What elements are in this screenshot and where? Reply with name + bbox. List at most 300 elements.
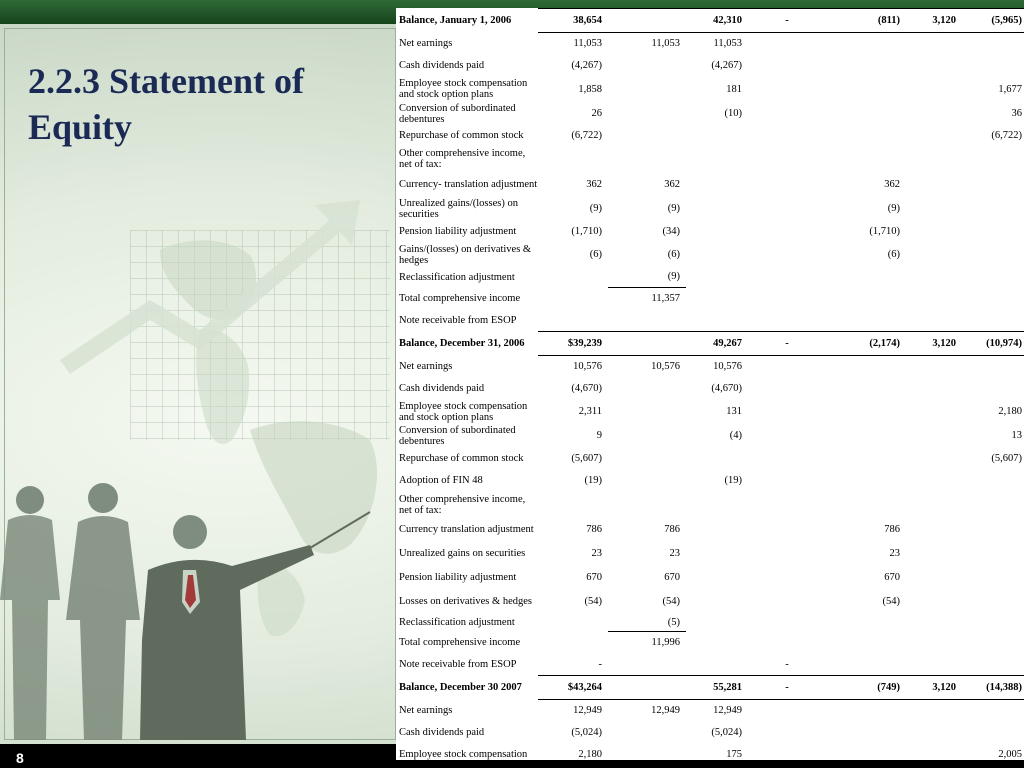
row-value-c5: 670 — [884, 572, 900, 583]
row-label: Repurchase of common stock — [399, 453, 524, 464]
row-value-c1: (19) — [584, 475, 602, 486]
row-value-c3 — [686, 492, 748, 518]
statement-row — [396, 542, 1024, 566]
row-value-c3: (4,267) — [711, 60, 742, 71]
row-value-c1: 670 — [586, 572, 602, 583]
row-value-c4 — [748, 288, 828, 310]
row-value-c2: 23 — [669, 548, 680, 559]
row-value-c7 — [962, 470, 1024, 492]
row-value-c2 — [608, 676, 686, 700]
row-value-c7 — [962, 542, 1024, 566]
row-value-c2 — [608, 448, 686, 470]
row-value-c2 — [608, 9, 686, 33]
row-value-c7 — [962, 518, 1024, 542]
row-value-c7 — [962, 632, 1024, 654]
row-value-c7 — [962, 243, 1024, 267]
row-value-c6 — [906, 310, 962, 332]
statement-row — [396, 55, 1024, 77]
statement-row — [396, 400, 1024, 424]
statement-row — [396, 197, 1024, 221]
row-value-c7 — [962, 267, 1024, 288]
row-value-c6 — [906, 55, 962, 77]
row-value-c7 — [962, 654, 1024, 676]
row-value-c1 — [538, 632, 608, 654]
row-value-c5 — [828, 744, 906, 766]
row-value-c4 — [748, 400, 828, 424]
row-value-c2: 12,949 — [651, 705, 680, 717]
row-value-c7 — [962, 378, 1024, 400]
row-value-c7: (10,974) — [962, 332, 1024, 356]
row-label: Unrealized gains on securities — [399, 548, 526, 559]
row-value-c2 — [608, 55, 686, 77]
row-value-c3 — [686, 310, 748, 332]
row-value-c4 — [748, 470, 828, 492]
row-value-c5 — [828, 448, 906, 470]
row-label: Other comprehensive income, net of tax: — [399, 493, 526, 516]
row-value-c7 — [962, 197, 1024, 221]
row-value-c4 — [748, 102, 828, 126]
row-value-c4: - — [748, 9, 828, 33]
row-value-c7 — [962, 55, 1024, 77]
row-value-c4: - — [748, 332, 828, 356]
row-value-c4 — [748, 356, 828, 378]
slide-number: 8 — [16, 750, 24, 766]
title-line-2: Equity — [28, 107, 133, 147]
row-value-c2 — [608, 492, 686, 518]
row-value-c7: 1,677 — [998, 83, 1022, 95]
row-value-c2 — [608, 400, 686, 424]
row-value-c6: 3,120 — [906, 9, 962, 33]
row-value-c1: 362 — [586, 179, 602, 190]
row-value-c4 — [748, 378, 828, 400]
row-value-c5 — [828, 378, 906, 400]
row-label: Pension liability adjustment — [399, 226, 517, 237]
row-value-c5 — [828, 356, 906, 378]
row-value-c1 — [538, 288, 608, 310]
statement-row — [396, 356, 1024, 378]
row-value-c5: (1,710) — [869, 226, 900, 237]
row-value-c2: (6) — [667, 249, 680, 260]
row-value-c7 — [962, 33, 1024, 55]
row-value-c1: 10,576 — [573, 361, 602, 373]
row-value-c6 — [906, 700, 962, 722]
row-value-c6 — [906, 542, 962, 566]
row-value-c2 — [608, 102, 686, 126]
world-map-shape — [250, 421, 377, 553]
row-value-c4 — [748, 33, 828, 55]
row-value-c7 — [962, 614, 1024, 632]
statement-row — [396, 173, 1024, 197]
row-label: Employee stock compensation — [399, 749, 528, 760]
row-value-c3 — [686, 243, 748, 267]
row-label: Total comprehensive income — [399, 637, 521, 648]
row-value-c1: 786 — [586, 524, 602, 535]
row-value-c2 — [608, 424, 686, 448]
row-value-c1: 26 — [591, 108, 602, 119]
row-value-c2: (54) — [662, 596, 680, 607]
row-value-c7 — [962, 492, 1024, 518]
row-value-c6 — [906, 744, 962, 766]
row-value-c5 — [828, 288, 906, 310]
row-value-c1: (4,267) — [571, 60, 602, 71]
row-value-c5 — [828, 470, 906, 492]
row-label: Cash dividends paid — [399, 383, 485, 394]
row-value-c3 — [686, 590, 748, 614]
row-value-c3 — [686, 614, 748, 632]
row-value-c3: 131 — [726, 406, 742, 417]
row-value-c1: (5,607) — [571, 453, 602, 464]
row-value-c7 — [962, 310, 1024, 332]
row-value-c7 — [962, 356, 1024, 378]
row-value-c2: (5) — [608, 614, 686, 632]
row-label: Pension liability adjustment — [399, 572, 517, 583]
row-value-c1: 1,858 — [578, 83, 602, 95]
title-line-1: 2.2.3 Statement of — [28, 61, 304, 101]
statement-row — [396, 288, 1024, 310]
row-value-c2: 362 — [664, 179, 680, 190]
row-label: Reclassification adjustment — [399, 271, 515, 283]
row-value-c5 — [828, 126, 906, 145]
equity-statement-panel — [396, 8, 1024, 760]
row-value-c1: (6,722) — [571, 129, 602, 141]
row-label: Net earnings — [399, 361, 453, 372]
row-value-c7 — [962, 221, 1024, 243]
row-value-c7 — [962, 145, 1024, 173]
row-value-c4 — [748, 700, 828, 722]
row-value-c2 — [608, 722, 686, 744]
equity-statement-table — [396, 8, 1024, 766]
row-value-c6 — [906, 470, 962, 492]
row-value-c4: - — [785, 658, 789, 670]
row-label: Losses on derivatives & hedges — [399, 596, 532, 607]
statement-row — [396, 448, 1024, 470]
row-label: Net earnings — [399, 705, 453, 716]
row-value-c6 — [906, 267, 962, 288]
row-value-c5: 362 — [884, 179, 900, 190]
row-label: Employee stock compensation and stock option plans — [399, 78, 528, 100]
row-value-c4 — [748, 310, 828, 332]
statement-row — [396, 654, 1024, 676]
row-value-c5 — [828, 492, 906, 518]
row-value-c1 — [538, 267, 608, 288]
row-value-c5 — [828, 102, 906, 126]
row-label: Employee stock compensation and stock option plans — [399, 400, 528, 423]
statement-row — [396, 492, 1024, 518]
statement-row — [396, 470, 1024, 492]
row-value-c2: 11,357 — [608, 288, 686, 310]
row-value-c3 — [686, 145, 748, 173]
row-value-c4 — [748, 243, 828, 267]
row-label: Gains/(losses) on derivatives & hedges — [399, 243, 532, 266]
row-value-c7 — [962, 566, 1024, 590]
statement-row — [396, 744, 1024, 766]
row-value-c1: (6) — [589, 249, 602, 260]
row-value-c1 — [538, 145, 608, 173]
statement-row — [396, 424, 1024, 448]
row-value-c1: 2,180 — [578, 749, 602, 760]
row-value-c3 — [686, 173, 748, 197]
row-value-c6 — [906, 77, 962, 102]
row-value-c3 — [686, 654, 748, 676]
row-value-c1: $43,264 — [538, 676, 608, 700]
row-label: Adoption of FIN 48 — [399, 475, 483, 486]
row-label: Cash dividends paid — [399, 727, 485, 738]
row-value-c6 — [906, 614, 962, 632]
statement-row — [396, 267, 1024, 288]
row-value-c5 — [828, 424, 906, 448]
row-value-c1 — [538, 492, 608, 518]
row-value-c3: (19) — [724, 475, 742, 486]
row-value-c5: (2,174) — [828, 332, 906, 356]
row-label: Conversion of subordinated debentures — [399, 102, 516, 125]
row-value-c4 — [748, 518, 828, 542]
row-value-c4 — [748, 614, 828, 632]
row-value-c5 — [828, 145, 906, 173]
row-value-c4 — [748, 55, 828, 77]
row-value-c7: (14,388) — [962, 676, 1024, 700]
row-value-c1: (54) — [584, 596, 602, 607]
row-value-c5 — [828, 55, 906, 77]
row-value-c6 — [906, 492, 962, 518]
statement-row — [396, 243, 1024, 267]
statement-row — [396, 590, 1024, 614]
row-value-c4 — [748, 126, 828, 145]
row-value-c7: 2,180 — [998, 406, 1022, 417]
row-value-c3 — [686, 197, 748, 221]
row-value-c4 — [748, 197, 828, 221]
row-value-c6 — [906, 33, 962, 55]
row-label: Currency- translation adjustment — [399, 179, 538, 190]
row-value-c3: 42,310 — [686, 9, 748, 33]
row-label: Conversion of subordinated debentures — [399, 424, 516, 447]
row-value-c1: 2,311 — [578, 406, 602, 417]
row-value-c2 — [608, 654, 686, 676]
row-value-c2: 670 — [664, 572, 680, 583]
row-value-c3: (4) — [729, 430, 742, 441]
row-value-c4 — [748, 267, 828, 288]
row-value-c1: 23 — [591, 548, 602, 559]
row-value-c7: (5,965) — [962, 9, 1024, 33]
row-value-c4 — [748, 632, 828, 654]
row-value-c1: 11,053 — [573, 38, 602, 50]
row-value-c2 — [608, 310, 686, 332]
row-value-c2 — [608, 470, 686, 492]
statement-row — [396, 102, 1024, 126]
row-value-c7: 36 — [1011, 108, 1022, 119]
row-value-c3: 11,053 — [713, 38, 742, 50]
row-value-c3 — [686, 448, 748, 470]
row-value-c5: (811) — [828, 9, 906, 33]
row-value-c6 — [906, 102, 962, 126]
statement-row — [396, 378, 1024, 400]
row-value-c2: 786 — [664, 524, 680, 535]
row-value-c5: (6) — [887, 249, 900, 260]
row-value-c1: (9) — [589, 203, 602, 214]
row-value-c4 — [748, 77, 828, 102]
statement-row — [396, 518, 1024, 542]
row-value-c7 — [962, 722, 1024, 744]
row-value-c2: (9) — [608, 267, 686, 288]
row-value-c4 — [748, 542, 828, 566]
row-value-c6 — [906, 288, 962, 310]
row-value-c7: 2,005 — [998, 749, 1022, 760]
row-value-c3 — [686, 126, 748, 145]
row-value-c1: (5,024) — [571, 727, 602, 738]
row-value-c3: 181 — [726, 83, 742, 95]
statement-row — [396, 676, 1024, 700]
row-value-c2 — [608, 744, 686, 766]
statement-row — [396, 221, 1024, 243]
row-value-c3: 55,281 — [686, 676, 748, 700]
row-value-c7: (5,607) — [991, 453, 1022, 464]
row-value-c5 — [828, 400, 906, 424]
statement-row — [396, 77, 1024, 102]
row-value-c7: (6,722) — [991, 129, 1022, 141]
row-value-c6 — [906, 173, 962, 197]
row-value-c6 — [906, 145, 962, 173]
row-value-c6 — [906, 197, 962, 221]
row-label: Balance, December 31, 2006 — [399, 338, 525, 349]
row-value-c5 — [828, 77, 906, 102]
statement-row — [396, 310, 1024, 332]
row-label: Reclassification adjustment — [399, 617, 515, 628]
row-value-c4 — [748, 722, 828, 744]
row-value-c5 — [828, 33, 906, 55]
row-value-c1: (4,670) — [571, 383, 602, 394]
row-value-c3: 10,576 — [713, 361, 742, 373]
row-value-c5 — [828, 632, 906, 654]
row-value-c3 — [686, 221, 748, 243]
row-value-c2: (9) — [667, 203, 680, 214]
statement-row — [396, 700, 1024, 722]
row-value-c4 — [748, 221, 828, 243]
row-value-c5 — [828, 722, 906, 744]
row-value-c5: (54) — [882, 596, 900, 607]
row-value-c4 — [748, 590, 828, 614]
row-value-c2 — [608, 145, 686, 173]
row-value-c3: (10) — [724, 108, 742, 119]
statement-row — [396, 126, 1024, 145]
row-label: Net earnings — [399, 38, 453, 49]
statement-row — [396, 632, 1024, 654]
row-value-c7: 13 — [1011, 430, 1022, 441]
row-value-c3 — [686, 566, 748, 590]
row-value-c4 — [748, 145, 828, 173]
row-value-c4 — [748, 448, 828, 470]
row-value-c6 — [906, 356, 962, 378]
row-value-c4 — [748, 566, 828, 590]
row-value-c2 — [608, 77, 686, 102]
row-value-c4 — [748, 424, 828, 448]
row-value-c7 — [962, 288, 1024, 310]
statement-row — [396, 722, 1024, 744]
row-value-c5: 786 — [884, 524, 900, 535]
row-value-c7 — [962, 590, 1024, 614]
row-value-c1: 38,654 — [538, 9, 608, 33]
row-label: Other comprehensive income, net of tax: — [399, 147, 526, 170]
row-value-c7 — [962, 173, 1024, 197]
row-value-c3: 175 — [726, 749, 742, 760]
row-label: Currency translation adjustment — [399, 524, 534, 535]
row-value-c2 — [608, 126, 686, 145]
row-value-c5 — [828, 267, 906, 288]
row-label: Balance, January 1, 2006 — [399, 15, 512, 26]
row-value-c5 — [828, 700, 906, 722]
row-value-c2: 11,996 — [608, 632, 686, 654]
row-value-c4 — [748, 492, 828, 518]
row-value-c6 — [906, 566, 962, 590]
statement-row — [396, 145, 1024, 173]
row-value-c3: (4,670) — [711, 383, 742, 394]
row-label: Note receivable from ESOP — [399, 315, 517, 326]
statement-row — [396, 614, 1024, 632]
row-value-c6 — [906, 378, 962, 400]
row-value-c1: 9 — [596, 430, 602, 441]
row-value-c2: 11,053 — [651, 38, 680, 50]
row-value-c1: - — [598, 658, 602, 670]
row-value-c2 — [608, 378, 686, 400]
row-value-c3 — [686, 518, 748, 542]
row-value-c6: 3,120 — [906, 332, 962, 356]
row-value-c6 — [906, 221, 962, 243]
row-value-c2 — [608, 332, 686, 356]
row-label: Total comprehensive income — [399, 293, 521, 304]
row-label: Cash dividends paid — [399, 60, 485, 71]
row-value-c1: $39,239 — [538, 332, 608, 356]
row-value-c4 — [748, 173, 828, 197]
row-value-c6 — [906, 518, 962, 542]
row-value-c6 — [906, 126, 962, 145]
row-label: Unrealized gains/(losses) on securities — [399, 197, 518, 220]
row-value-c3 — [686, 542, 748, 566]
row-value-c3 — [686, 288, 748, 310]
row-value-c1: 12,949 — [573, 705, 602, 717]
row-label: Balance, December 30 2007 — [399, 682, 522, 693]
row-value-c4: - — [748, 676, 828, 700]
row-value-c6 — [906, 400, 962, 424]
row-value-c3 — [686, 632, 748, 654]
row-value-c4 — [748, 744, 828, 766]
row-value-c3: 49,267 — [686, 332, 748, 356]
row-value-c6 — [906, 590, 962, 614]
row-value-c3: (5,024) — [711, 727, 742, 738]
row-value-c7 — [962, 700, 1024, 722]
row-value-c2: 10,576 — [651, 361, 680, 373]
row-value-c6 — [906, 243, 962, 267]
row-value-c5 — [828, 310, 906, 332]
row-label: Note receivable from ESOP — [399, 659, 517, 670]
row-value-c6 — [906, 654, 962, 676]
row-value-c6 — [906, 632, 962, 654]
row-value-c5: (9) — [887, 203, 900, 214]
row-value-c6 — [906, 722, 962, 744]
row-value-c5: (749) — [828, 676, 906, 700]
row-value-c6: 3,120 — [906, 676, 962, 700]
slide-title — [28, 58, 378, 150]
row-value-c6 — [906, 448, 962, 470]
row-value-c1 — [538, 614, 608, 632]
row-value-c5 — [828, 654, 906, 676]
statement-row — [396, 332, 1024, 356]
row-value-c5: 23 — [889, 548, 900, 559]
row-value-c1: (1,710) — [571, 226, 602, 237]
statement-row — [396, 566, 1024, 590]
row-value-c5 — [828, 614, 906, 632]
row-value-c2: (34) — [662, 226, 680, 237]
row-value-c6 — [906, 424, 962, 448]
row-value-c1 — [538, 310, 608, 332]
statement-row — [396, 9, 1024, 33]
